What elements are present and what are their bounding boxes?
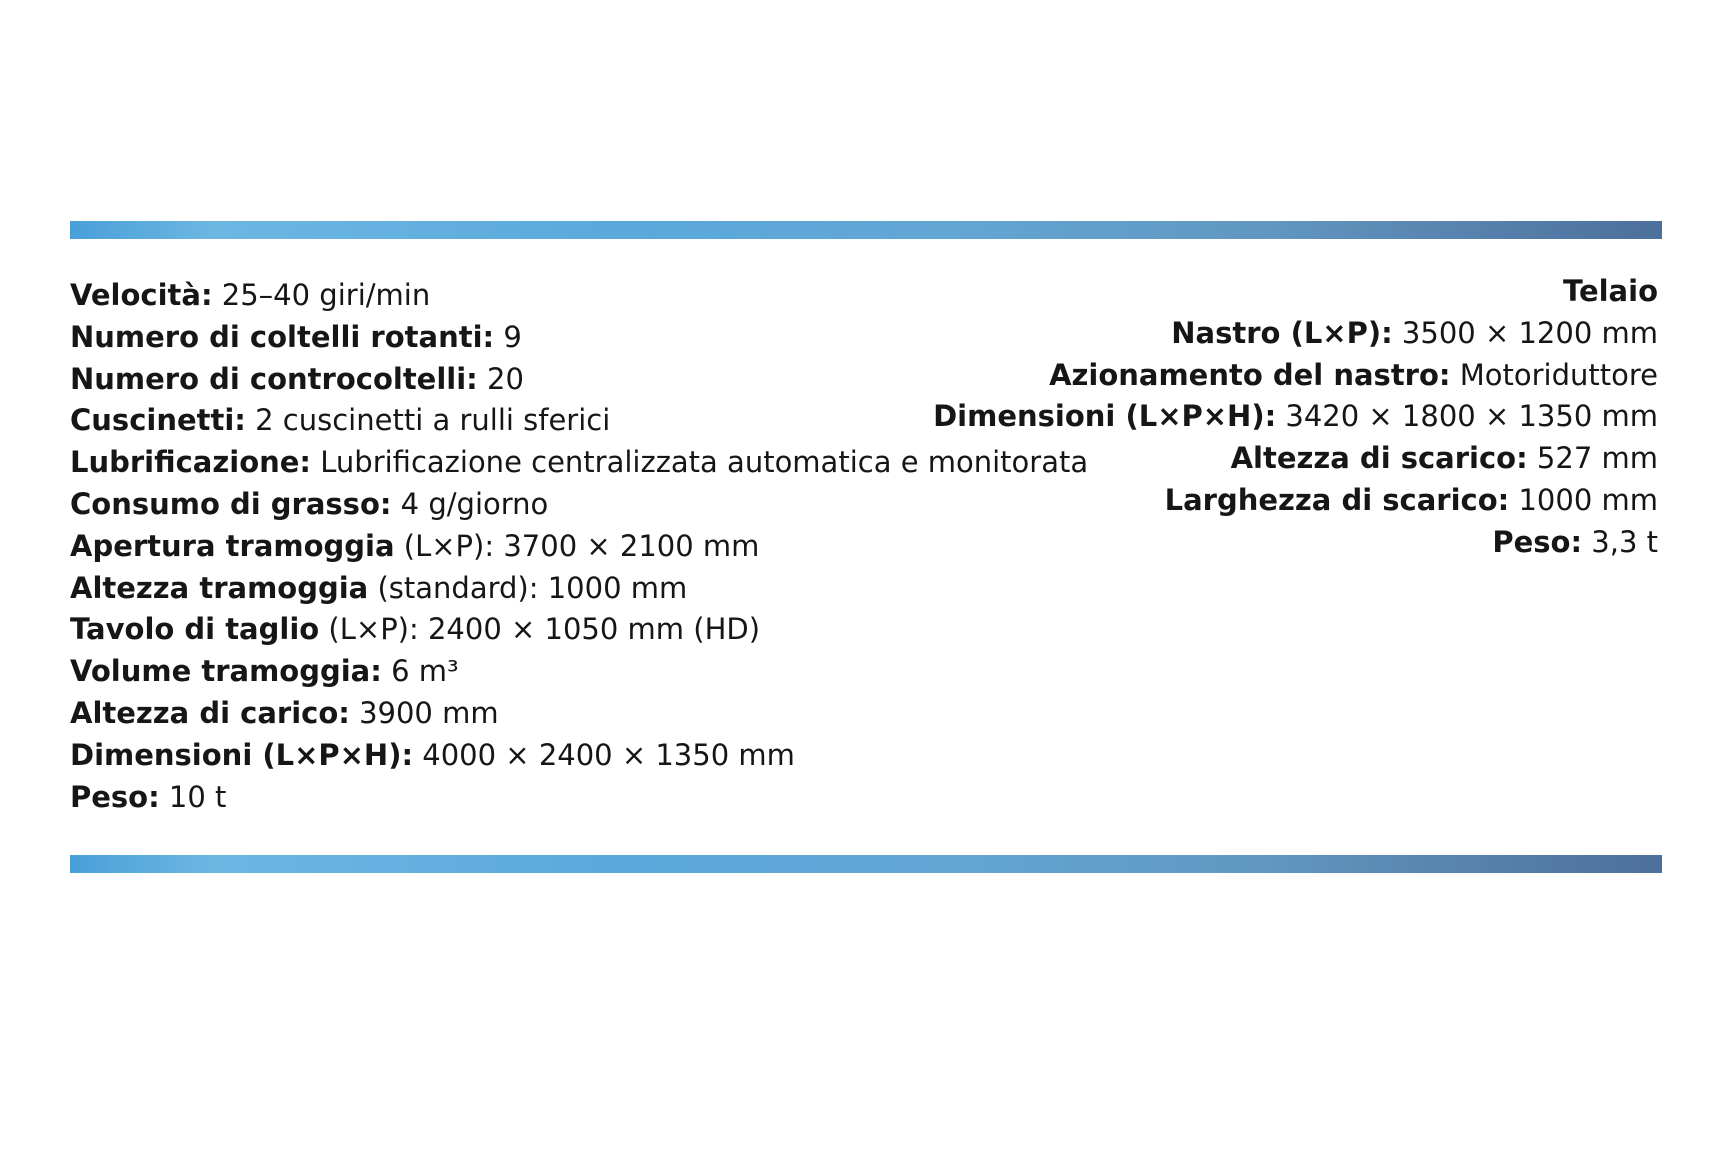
spec-key: Azionamento del nastro: bbox=[1049, 357, 1451, 392]
spec-value: (L×P): 3700 × 2100 mm bbox=[394, 528, 760, 563]
spec-value: 3900 mm bbox=[349, 695, 499, 730]
spec-value: 3,3 t bbox=[1582, 524, 1658, 559]
spec-value: 3500 × 1200 mm bbox=[1392, 315, 1658, 350]
spec-line-dimensioni bbox=[70, 735, 1088, 777]
spec-value: Motoriduttore bbox=[1450, 357, 1658, 392]
spec-value: (L×P): 2400 × 1050 mm (HD) bbox=[319, 612, 761, 647]
spec-line-altezza-scarico bbox=[933, 438, 1658, 480]
section-title-telaio: Telaio bbox=[1563, 274, 1658, 308]
spec-line-dimensioni-telaio bbox=[933, 396, 1658, 438]
spec-value: 10 t bbox=[159, 779, 227, 814]
spec-line-peso-telaio bbox=[933, 522, 1658, 564]
spec-line-altezza-tramoggia bbox=[70, 568, 1088, 610]
spec-value: 25–40 giri/min bbox=[212, 278, 431, 312]
spec-value: 527 mm bbox=[1527, 441, 1658, 476]
spec-value: 4000 × 2400 × 1350 mm bbox=[413, 737, 795, 772]
spec-value: (standard): 1000 mm bbox=[368, 570, 688, 605]
spec-value: Lubrificazione centralizzata automatica e monitorata bbox=[311, 445, 1089, 480]
spec-line-volume-tramoggia bbox=[70, 651, 1088, 693]
spec-key: Peso: bbox=[70, 779, 160, 814]
spec-key: Velocità: bbox=[70, 278, 213, 312]
spec-line-peso bbox=[70, 777, 1088, 819]
spec-key: Numero di coltelli rotanti: bbox=[70, 319, 495, 354]
spec-value: 9 bbox=[494, 319, 522, 354]
spec-value: 6 m³ bbox=[381, 654, 459, 689]
top-divider-bar bbox=[70, 221, 1662, 239]
spec-key: Dimensioni (L×P×H): bbox=[933, 399, 1277, 434]
spec-key: Dimensioni (L×P×H): bbox=[70, 737, 414, 772]
bottom-divider-bar bbox=[70, 855, 1662, 873]
spec-line-tavolo-taglio bbox=[70, 609, 1088, 651]
spec-line-azionamento-nastro bbox=[933, 355, 1658, 397]
spec-key: Tavolo di taglio bbox=[70, 612, 320, 647]
spec-key: Altezza tramoggia bbox=[70, 570, 369, 605]
spec-key: Nastro (L×P): bbox=[1171, 315, 1393, 350]
spec-value: 2 cuscinetti a rulli sferici bbox=[245, 403, 611, 438]
spec-key: Altezza di carico: bbox=[70, 695, 350, 730]
spec-key: Apertura tramoggia bbox=[70, 528, 395, 563]
spec-key: Volume tramoggia: bbox=[70, 654, 382, 689]
spec-line-nastro bbox=[933, 313, 1658, 355]
spec-line-altezza-carico bbox=[70, 693, 1088, 735]
spec-key: Cuscinetti: bbox=[70, 403, 246, 438]
spec-key: Larghezza di scarico: bbox=[1164, 482, 1510, 517]
spec-line-larghezza-scarico bbox=[933, 480, 1658, 522]
spec-value: 3420 × 1800 × 1350 mm bbox=[1276, 399, 1658, 434]
spec-value: 4 g/giorno bbox=[391, 486, 549, 521]
right-spec-list bbox=[933, 271, 1658, 564]
spec-key: Altezza di scarico: bbox=[1230, 441, 1528, 476]
spec-value: 1000 mm bbox=[1509, 482, 1658, 517]
spec-key: Lubrificazione: bbox=[70, 445, 312, 480]
spec-value: 20 bbox=[477, 361, 524, 396]
spec-key: Consumo di grasso: bbox=[70, 486, 392, 521]
spec-key: Numero di controcoltelli: bbox=[70, 361, 478, 396]
spec-key: Peso: bbox=[1492, 524, 1583, 559]
